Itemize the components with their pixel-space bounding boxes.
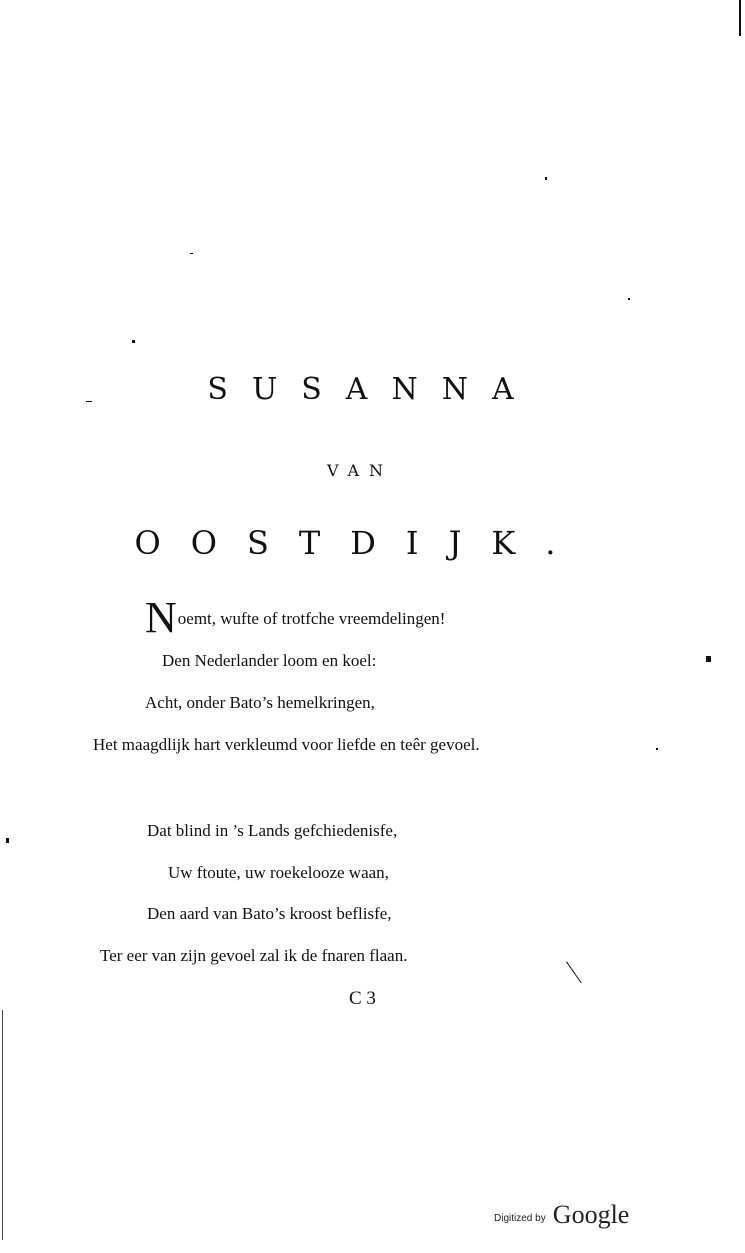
scan-speck xyxy=(190,253,193,254)
drop-cap: N xyxy=(145,593,177,642)
scan-speck xyxy=(628,298,630,300)
stanza-1-line-1-text: oemt, wufte of trotfche vreemdelingen! xyxy=(177,609,446,628)
scan-speck xyxy=(86,401,92,402)
stanza-1-line-4: Het maagdlijk hart verkleumd voor liefde en teêr gevoel. xyxy=(93,735,480,754)
stanza-2-line-1: Dat blind in ’s Lands gefchiedenisfe, xyxy=(147,821,398,840)
scan-speck xyxy=(656,748,658,750)
scan-speck xyxy=(132,340,135,343)
title-surname: OOSTDIJK. xyxy=(134,524,586,562)
stanza-2-line-4: Ter eer van zijn gevoel zal ik de fnaren flaan. xyxy=(100,946,408,965)
google-logo: Google xyxy=(552,1200,630,1229)
scan-stroke xyxy=(566,961,582,983)
stanza-1-line-2: Den Nederlander loom en koel: xyxy=(162,651,377,670)
scan-speck xyxy=(6,838,9,843)
stanza-1-line-3: Acht, onder Bato’s hemelkringen, xyxy=(145,693,375,712)
digitized-watermark xyxy=(494,1200,629,1230)
page-signature: C 3 xyxy=(349,988,376,1009)
title-name: SUSANNA xyxy=(207,372,538,407)
title-preposition: VAN xyxy=(326,461,394,480)
scan-speck xyxy=(706,656,711,662)
stanza-2-line-2: Uw ftoute, uw roekelooze waan, xyxy=(168,863,389,882)
scan-edge-line xyxy=(2,1010,3,1240)
stanza-1-line-1 xyxy=(145,593,446,642)
scan-speck xyxy=(545,177,547,180)
stanza-2-line-3: Den aard van Bato’s kroost beflisfe, xyxy=(147,904,392,923)
scan-edge-mark xyxy=(739,0,741,36)
digitized-label: Digitized by xyxy=(494,1213,546,1224)
